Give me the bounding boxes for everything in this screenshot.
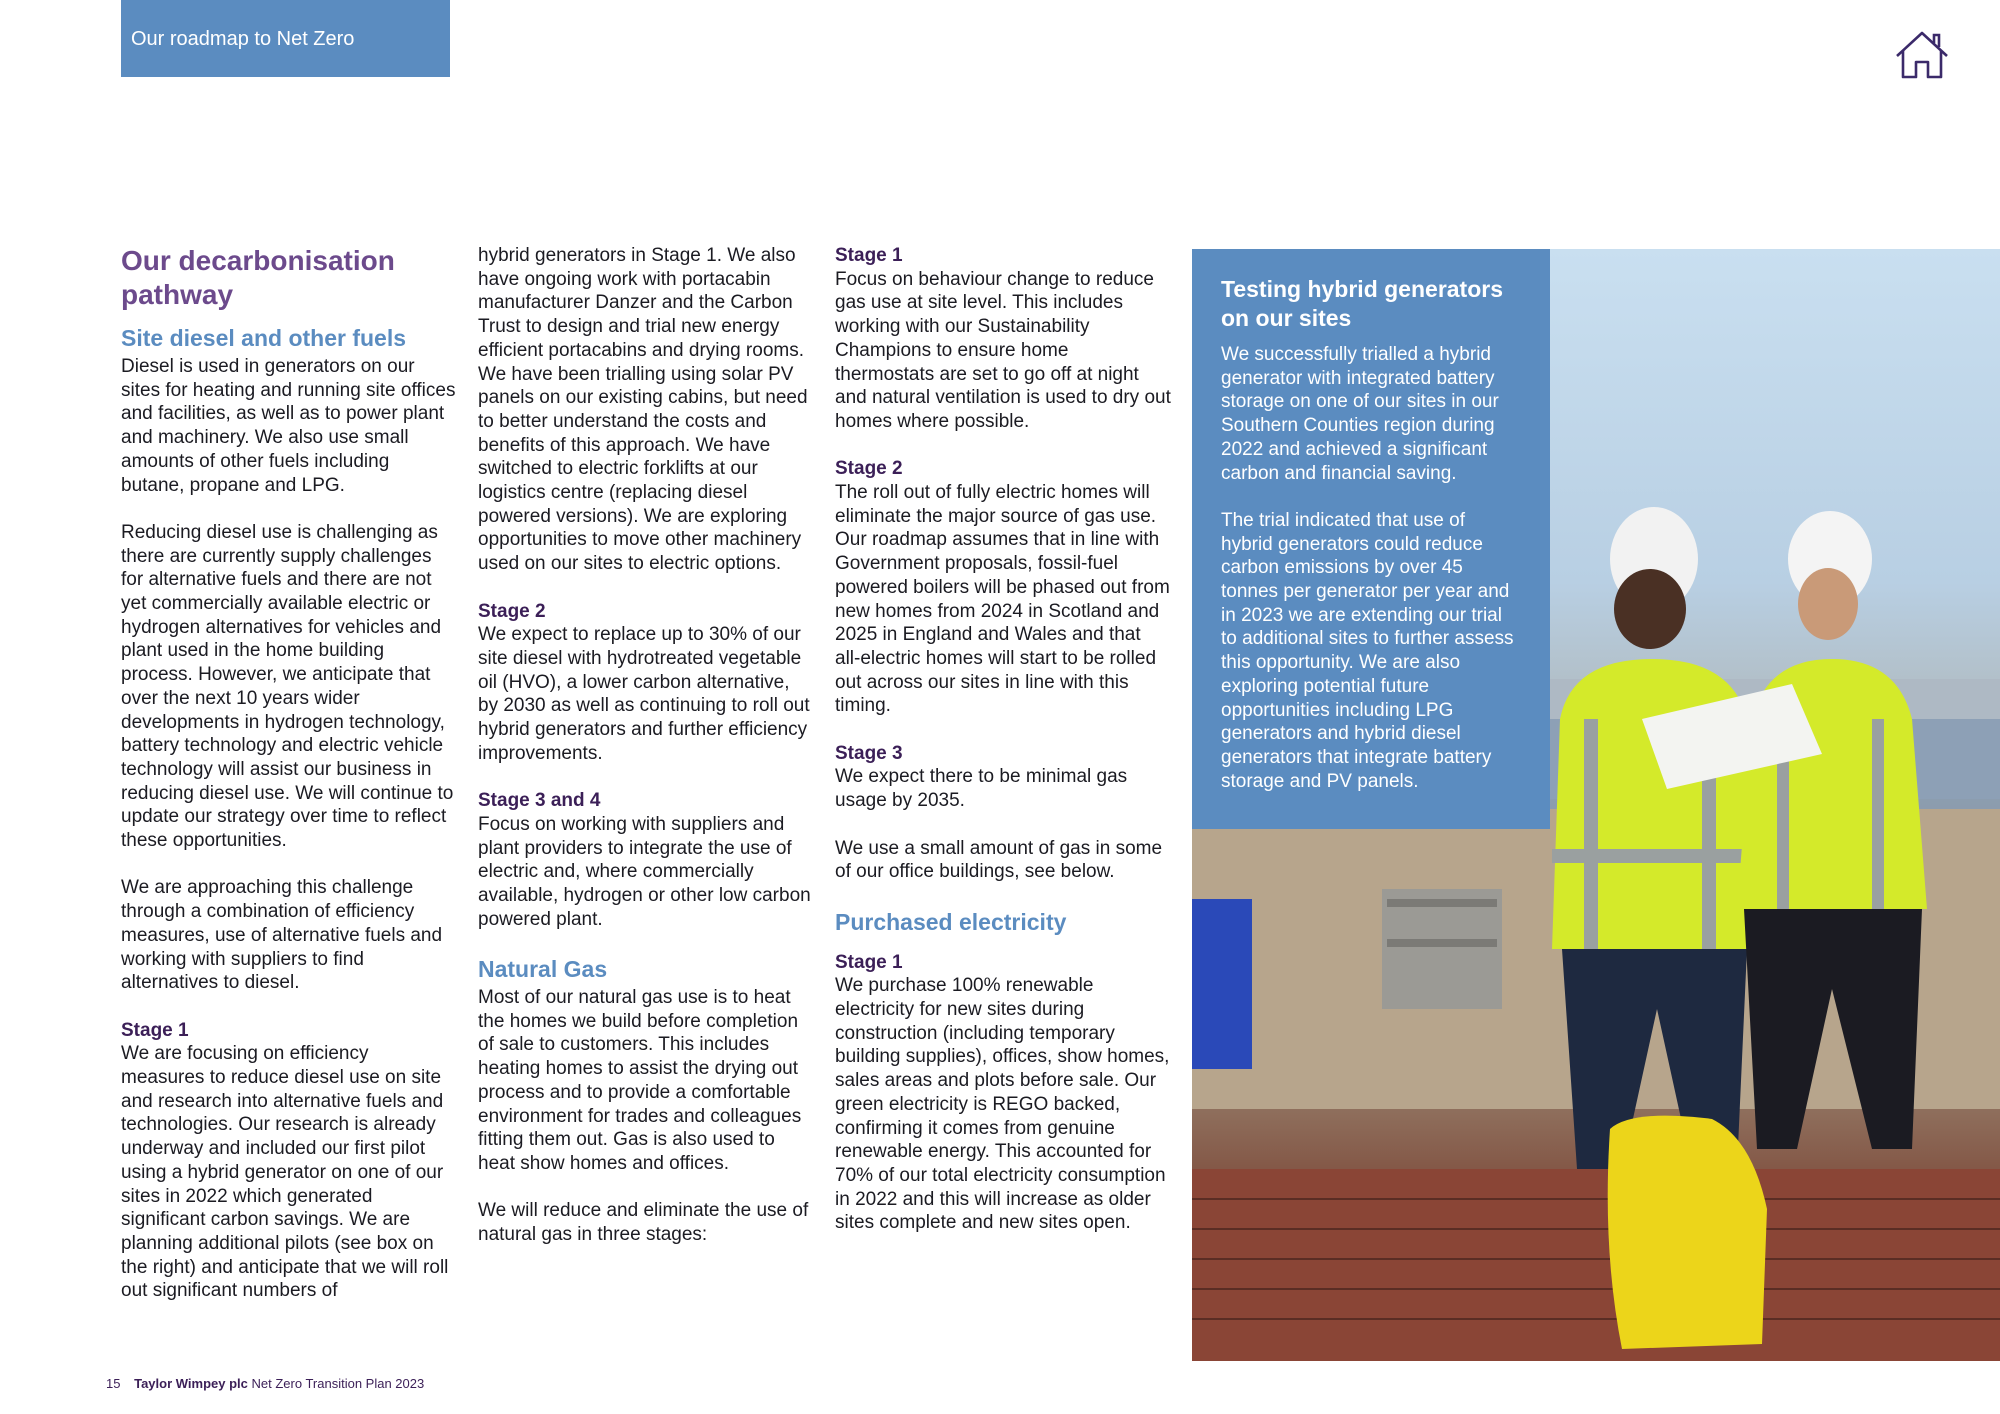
paragraph: Most of our natural gas use is to heat the homes we build before completion of sale to customers. This includes heating homes to assist the drying out process and to provide a comfortable environment for trades and colleagues fitting them out. Gas is also used to heat show homes and offices.	[478, 987, 802, 1174]
callout-paragraph: We successfully trialled a hybrid generator with integrated battery storage on one of our sites in our Southern Counties region during 2022 and achieved a significant carbon and financial saving.	[1221, 344, 1499, 484]
home-icon[interactable]	[1894, 30, 1950, 80]
paragraph: Focus on behaviour change to reduce gas use at site level. This includes working with our Sustainability Champions to ensure home thermostats are set to go off at night and natural ventilation is used to dry out homes where possible.	[835, 268, 1171, 432]
paragraph: We purchase 100% renewable electricity for new sites during construction (including temporary building supplies), offices, show homes, sales areas and plots before sale. Our green electricity is REGO backed, confirming it comes from genuine renewable energy. This accounted for 70% of our total electricity consumption in 2022 and this will increase as older sites complete and new sites open.	[835, 975, 1170, 1234]
page-number: 15	[106, 1376, 121, 1391]
paragraph: We use a small amount of gas in some of our office buildings, see below.	[835, 837, 1163, 883]
paragraph: The roll out of fully electric homes will eliminate the major source of gas use. Our roadmap assumes that in line with Government proposals, fossil-fuel powered boilers will be phased out from new homes from 2024 in Scotland and 2025 in England and Wales and that all-electric homes will start to be rolled out across our sites in line with this timing.	[835, 482, 1170, 717]
paragraph: We are approaching this challenge through a combination of efficiency measures, use of alternative fuels and working with suppliers to find alternatives to diesel.	[121, 877, 443, 994]
paragraph: We will reduce and eliminate the use of natural gas in three stages:	[478, 1200, 809, 1246]
callout-box	[1192, 249, 1550, 829]
page-footer	[106, 1376, 424, 1391]
section-heading-electricity: Purchased electricity	[835, 908, 1067, 935]
stage-heading: Stage 2	[835, 458, 903, 480]
callout-paragraph: The trial indicated that use of hybrid generators could reduce carbon emissions by over 45 tonnes per generator per year and in 2023 we are extending our trial to additional sites to further assess this opportunity. We are also exploring potential future opportunities including LPG generators and hybrid diesel generators that integrate battery storage and PV panels.	[1221, 509, 1514, 792]
section-tab-label: Our roadmap to Net Zero	[131, 28, 355, 50]
paragraph: Diesel is used in generators on our sites for heating and running site offices and facilities, as well as to power plant and machinery. We also use small amounts of other fuels including butane, propane and LPG.	[121, 356, 456, 496]
paragraph: We are focusing on efficiency measures to reduce diesel use on site and research into alternative fuels and technologies. Our research is already underway and included our first pilot using a hybrid generator on one of our sites in 2022 which generated significant carbon savings. We are planning additional pilots (see box on the right) and anticipate that we will roll out significant numbers of	[121, 1043, 449, 1302]
page-title: Our decarbonisation pathway	[121, 245, 395, 310]
section-tab[interactable]	[121, 0, 450, 77]
document-name: Net Zero Transition Plan 2023	[251, 1376, 425, 1391]
column-3	[835, 244, 1171, 1235]
column-1	[121, 244, 457, 1303]
stage-heading: Stage 3 and 4	[478, 790, 601, 812]
stage-heading: Stage 1	[835, 245, 903, 266]
column-2	[478, 244, 814, 1247]
stage-heading: Stage 2	[478, 600, 546, 622]
paragraph: We expect to replace up to 30% of our site diesel with hydrotreated vegetable oil (HVO), a lower carbon alternative, by 2030 as well as continuing to roll out hybrid generators and further efficiency improvements.	[478, 624, 810, 764]
stage-heading: Stage 1	[121, 1019, 189, 1041]
section-heading-natural-gas: Natural Gas	[478, 956, 608, 983]
section-heading-diesel: Site diesel and other fuels	[121, 325, 407, 351]
stage-heading: Stage 1	[835, 951, 903, 973]
paragraph: Reducing diesel use is challenging as there are currently supply challenges for alternative fuels and there are not yet commercially available electric or hydrogen alternatives for vehicles and plant used in the home building process. However, we anticipate that over the next 10 years wider developments in hydrogen technology, battery technology and electric vehicle technology will assist our business in reducing diesel use. We will continue to update our strategy over time to reflect these opportunities.	[121, 521, 454, 852]
paragraph: Focus on working with suppliers and plant providers to integrate the use of electric and, where commercially available, hydrogen or other low carbon powered plant.	[478, 813, 811, 930]
stage-heading: Stage 3	[835, 742, 903, 764]
callout-title: Testing hybrid generators on our sites	[1221, 276, 1504, 331]
company-name: Taylor Wimpey plc	[134, 1376, 248, 1391]
paragraph: hybrid generators in Stage 1. We also have ongoing work with portacabin manufacturer Danzer and the Carbon Trust to design and trial new energy efficient portacabins and drying rooms. We have been trialling using solar PV panels on our existing cabins, but need to better understand the costs and benefits of this approach. We have switched to electric forklifts at our logistics centre (replacing diesel powered versions). We are exploring opportunities to move other machinery used on our sites to electric options.	[478, 245, 808, 575]
paragraph: We expect there to be minimal gas usage by 2035.	[835, 766, 1128, 812]
